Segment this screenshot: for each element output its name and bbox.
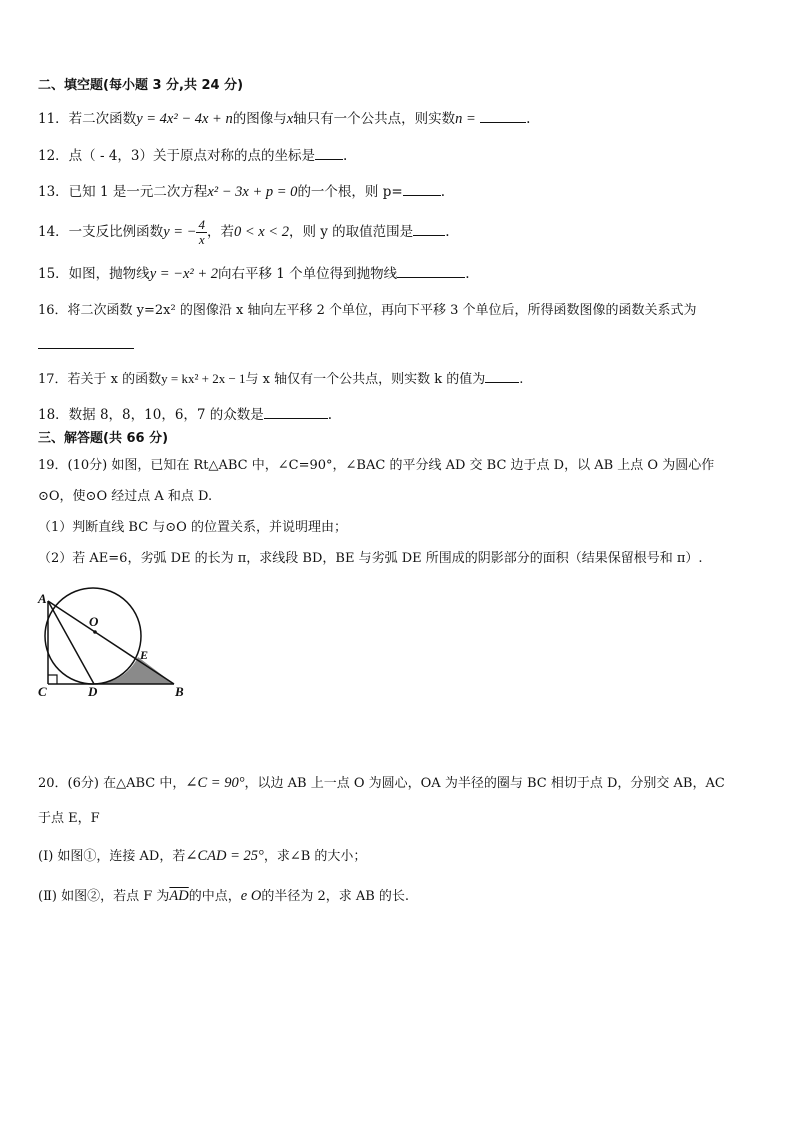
q18-text: 18．数据 8，8，10，6，7 的众数是 <box>38 407 264 423</box>
q15-pre: 15．如图，抛物线 <box>38 266 150 282</box>
q20-part2-pre: (Ⅱ) 如图②，若点 F 为 <box>38 889 170 904</box>
q15-end: . <box>465 266 470 282</box>
q14-denominator: x <box>198 232 205 247</box>
label-a: A <box>38 591 47 606</box>
answer-blank[interactable] <box>264 404 328 419</box>
question-16 <box>38 301 764 321</box>
question-18 <box>38 404 764 425</box>
q11-n: n = <box>455 111 476 127</box>
q13-equation: x² − 3x + p = 0 <box>207 184 298 200</box>
q18-end: . <box>327 407 333 423</box>
q11-end: . <box>526 111 531 127</box>
q17-pre: 17．若关于 x 的函数 <box>38 372 162 387</box>
q17-end: . <box>519 372 524 387</box>
answer-blank[interactable] <box>480 108 526 123</box>
q12-text: 12．点（ - 4，3）关于原点对称的点的坐标是 <box>38 148 315 164</box>
answer-blank[interactable] <box>413 221 445 236</box>
q20-part2-mid: 的中点， <box>188 889 241 904</box>
geometry-figure <box>34 584 194 700</box>
q20-post: ，以边 AB 上一点 O 为圆心，OA 为半径的圈与 BC 相切于点 D，分别交 AB，AC <box>244 776 725 791</box>
circle-o <box>45 588 141 684</box>
question-17 <box>38 368 764 390</box>
q11-post: 轴只有一个公共点，则实数 <box>293 111 456 127</box>
q11-function: y = 4x² − 4x + n <box>136 111 233 127</box>
question-19-part-1: （1）判断直线 BC 与⊙O 的位置关系，并说明理由； <box>38 520 347 535</box>
q15-post: 向右平移 1 个单位得到抛物线 <box>218 266 398 282</box>
center-dot <box>93 630 97 634</box>
question-13 <box>38 181 764 202</box>
answer-blank[interactable] <box>38 334 134 349</box>
q15-parabola: y = −x² + 2 <box>149 266 219 282</box>
right-angle-mark <box>48 675 57 684</box>
q20-part1-pre: (Ⅰ) 如图①，连接 AD，若 <box>38 849 186 864</box>
question-20-line-2: 于点 E，F <box>38 811 100 826</box>
q20-angle: ∠C = 90° <box>185 775 245 791</box>
label-e: E <box>140 648 149 662</box>
q20-arc-ad: $\overline{AD}$ <box>169 888 189 904</box>
section-heading-problems: 三、解答题(共 66 分) <box>38 431 169 446</box>
question-16-answer-line <box>38 334 764 355</box>
q14-end: . <box>445 224 450 240</box>
label-d: D <box>88 684 98 699</box>
q13-end: . <box>440 184 445 200</box>
q17-function: y = kx² + 2x − 1 <box>161 371 246 386</box>
q17-post: 与 x 轴仅有一个公共点，则实数 k 的值为 <box>245 372 486 387</box>
q13-pre: 13．已知 1 是一元二次方程 <box>38 184 208 200</box>
label-o: O <box>89 614 99 629</box>
question-19-line-1: 19．(10分) 如图，已知在 Rt△ABC 中，∠C=90°，∠BAC 的平分线 AD 交 BC 边于点 D，以 AB 上点 O 为圆心作 <box>38 458 715 473</box>
q13-post: 的一个根，则 p= <box>297 184 403 200</box>
q20-part2-post: 的半径为 2，求 AB 的长. <box>261 889 410 904</box>
question-14 <box>38 218 764 247</box>
question-11 <box>38 108 764 129</box>
answer-blank[interactable] <box>485 368 519 383</box>
segment-ab <box>48 601 174 684</box>
q20-part1-post: ，求∠B 的大小； <box>263 849 367 864</box>
question-15 <box>38 263 764 284</box>
question-12 <box>38 145 764 166</box>
question-20-part-2 <box>38 886 764 907</box>
question-19-line-2: ⊙O，使⊙O 经过点 A 和点 D. <box>38 489 213 504</box>
question-20-line-1 <box>38 773 764 794</box>
q14-fraction <box>196 218 207 247</box>
q11-pre: 11．若二次函数 <box>38 111 137 127</box>
answer-blank[interactable] <box>315 145 343 160</box>
q14-lhs: y = − <box>163 224 197 240</box>
answer-blank[interactable] <box>403 181 441 196</box>
section-heading-fill-blank: 二、填空题(每小题 3 分,共 24 分) <box>38 78 244 93</box>
q11-x: x <box>286 111 294 127</box>
q20-pre: 20．(6分) 在△ABC 中， <box>38 776 186 791</box>
question-20-part-1 <box>38 846 764 867</box>
q12-end: . <box>343 148 348 164</box>
q16-text: 16．将二次函数 y=2x² 的图像沿 x 轴向左平移 2 个单位，再向下平移 3 个单位后，所得函数图像的函数关系式为 <box>38 303 697 318</box>
question-19-part-2: （2）若 AE=6，劣弧 DE 的长为 π，求线段 BD，BE 与劣弧 DE 所围成的阴影部分的面积（结果保留根号和 π）. <box>38 551 703 566</box>
q20-circle-o: e O <box>240 888 262 904</box>
q14-condition: 0 < x < 2 <box>233 224 289 240</box>
q14-pre: 14．一支反比例函数 <box>38 224 164 240</box>
label-c: C <box>38 684 47 699</box>
q14-post: ，则 y 的取值范围是 <box>288 224 414 240</box>
q14-numerator: 4 <box>198 217 205 232</box>
segment-ad <box>48 601 94 684</box>
q14-mid: ，若 <box>206 224 234 240</box>
q20-part1-angle: ∠CAD = 25° <box>185 848 264 864</box>
answer-blank[interactable] <box>397 263 465 278</box>
q11-mid: 的图像与 <box>232 111 287 127</box>
label-b: B <box>175 684 184 699</box>
